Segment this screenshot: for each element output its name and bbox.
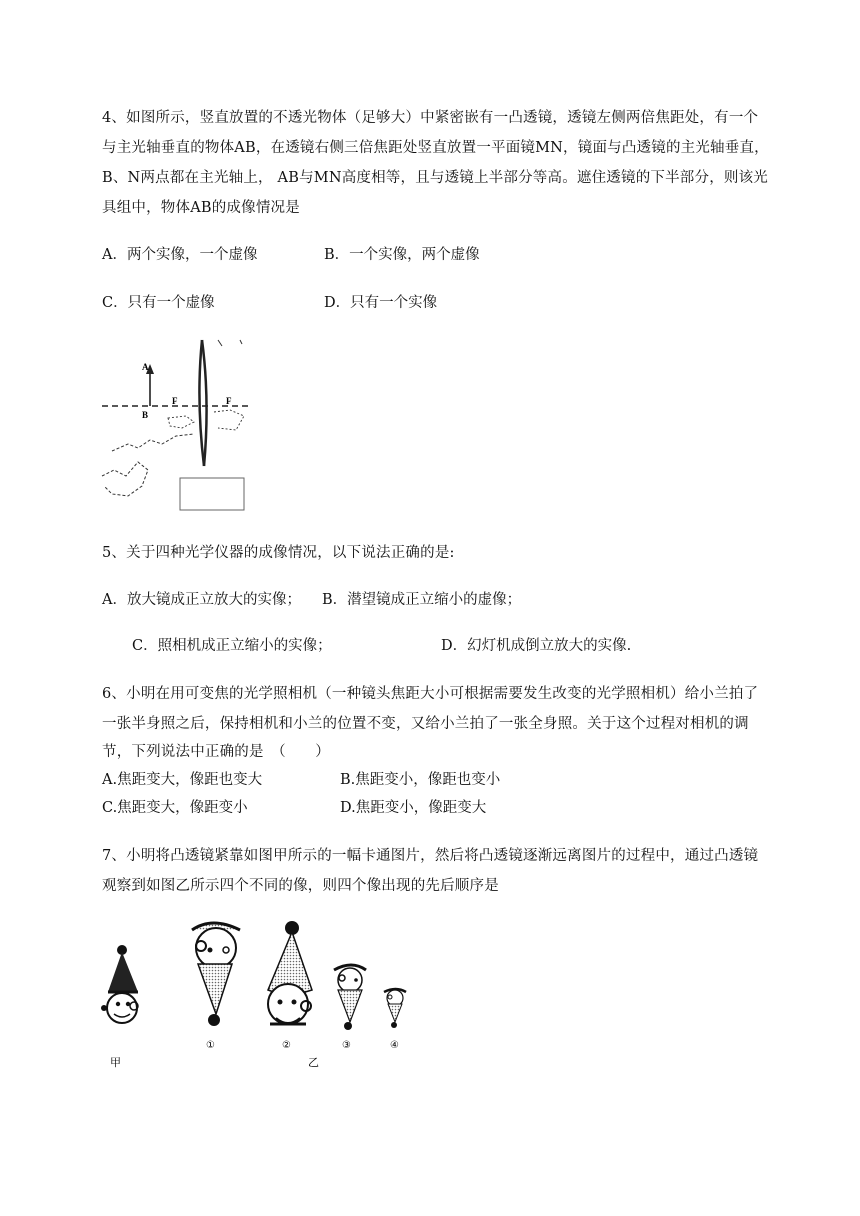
q5-stem: 5、关于四种光学仪器的成像情况，以下说法正确的是: [102,545,455,561]
q6-option-c: C.焦距变大，像距变小 [102,800,248,816]
q6-option-a: A.焦距变大，像距也变大 [102,772,263,788]
yi-label: 乙 [308,1056,319,1068]
image-3 [334,965,366,1030]
q4-line-4: 具组中，物体AB的成像情况是 [102,200,300,216]
jia-clown [101,945,138,1023]
jia-label: 甲 [110,1056,121,1068]
q5-option-b: B．潜望镜成正立缩小的虚像； [322,592,522,608]
q7-line-2: 观察到如图乙所示四个不同的像，则四个像出现的先后顺序是 [102,878,499,894]
image-2 [268,921,312,1024]
q5-option-a: A．放大镜成正立放大的实像； [102,592,301,608]
q6-option-b: B.焦距变小，像距也变小 [340,772,501,788]
q5-option-d: D．幻灯机成倒立放大的实像. [441,638,632,654]
q4-option-d: D．只有一个实像 [324,295,438,311]
q4-option-b: B．一个实像，两个虚像 [324,247,480,263]
q4-line-1: 4、如图所示，竖直放置的不透光物体（足够大）中紧密嵌有一凸透镜，透镜左侧两倍焦距处，有一个 [102,110,759,126]
q4-option-a: A．两个实像，一个虚像 [102,247,258,263]
img-label-4: ④ [390,1040,399,1051]
img-label-1: ① [206,1040,215,1051]
image-4 [384,989,406,1028]
q6-line-1: 6、小明在用可变焦的光学照相机（一种镜头焦距大小可根据需要发生改变的光学照相机）给小兰拍了 [102,686,759,702]
q4-label-b: B [142,410,149,420]
q5-option-c: C．照相机成正立缩小的实像； [132,638,332,654]
q4-label-f2: F [226,396,232,406]
image-1 [192,923,240,1026]
q4-line-3: B、N两点都在主光轴上， AB与MN高度相等，且与透镜上半部分等高。遮住透镜的下半部分，则该光 [102,170,769,186]
q7-cartoon-figure [100,918,412,1068]
q4-option-c: C．只有一个虚像 [102,295,215,311]
q7-line-1: 7、小明将凸透镜紧靠如图甲所示的一幅卡通图片，然后将凸透镜逐渐远离图片的过程中，通过凸透镜 [102,848,759,864]
img-label-2: ② [282,1040,291,1051]
img-label-3: ③ [342,1040,351,1051]
q4-lens-diagram [98,336,258,516]
q6-line-3: 节，下列说法中正确的是 （ ） [102,744,330,760]
q4-label-a: A [142,362,149,372]
q4-label-f1: F [172,396,178,406]
q6-option-d: D.焦距变小，像距变大 [340,800,487,816]
q4-line-2: 与主光轴垂直的物体AB，在透镜右侧三倍焦距处竖直放置一平面镜MN，镜面与凸透镜的主光轴垂直， [102,140,769,156]
q6-line-2: 一张半身照之后，保持相机和小兰的位置不变，又给小兰拍了一张全身照。关于这个过程对相机的调 [102,716,749,732]
